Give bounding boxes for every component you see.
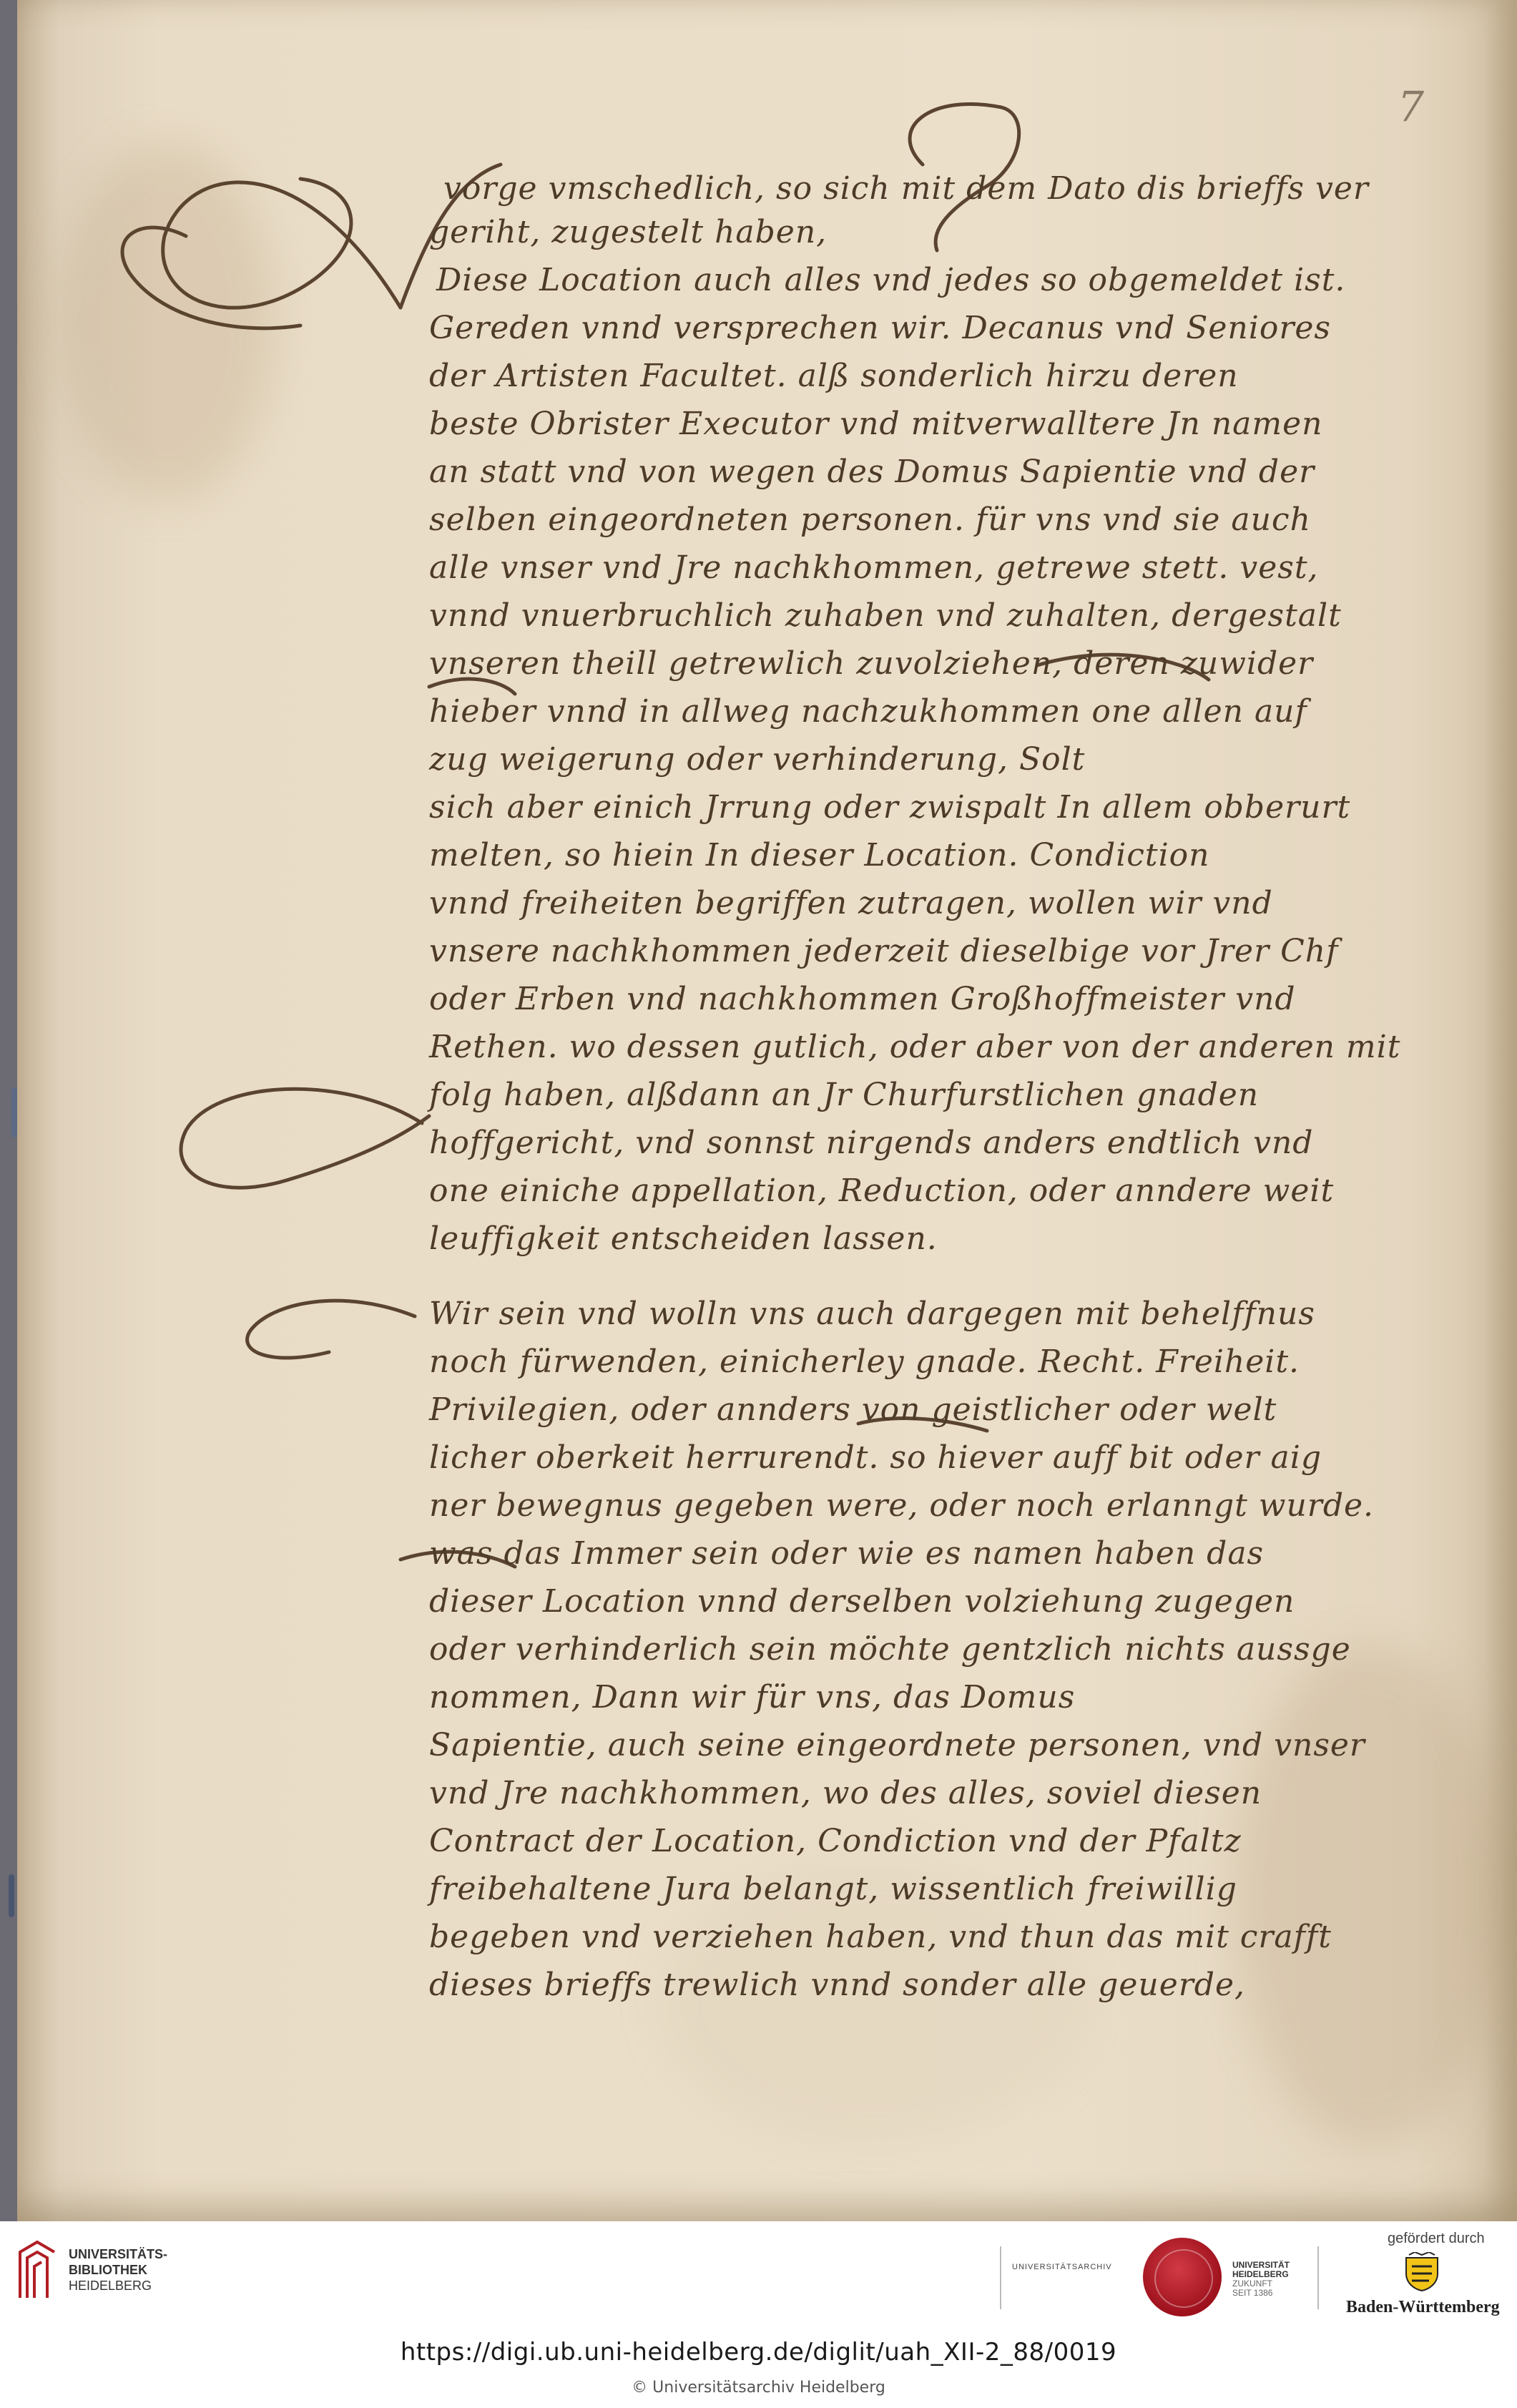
manuscript-line: Privilegien, oder annders von geistlicher oder welt xyxy=(429,1391,1277,1428)
university-name[interactable] xyxy=(1232,2261,1290,2298)
university-name-line: HEIDELBERG xyxy=(1232,2269,1289,2279)
manuscript-line: vnsere nachkhommen jederzeit dieselbige vor Jrer Chf xyxy=(429,933,1339,969)
manuscript-line: noch fürwenden, einicherley gnade. Recht. Freiheit. xyxy=(429,1344,1300,1380)
manuscript-line: vnseren theill getrewlich zuvolziehen, deren zuwider xyxy=(429,645,1314,682)
manuscript-line: hieber vnnd in allweg nachzukhommen one allen auf xyxy=(429,693,1307,730)
university-name-line: SEIT 1386 xyxy=(1232,2288,1273,2298)
manuscript-line: leuffigkeit entscheiden lassen. xyxy=(429,1220,938,1257)
manuscript-line: oder verhinderlich sein möchte gentzlich nichts aussge xyxy=(429,1631,1351,1668)
manuscript-line: melten, so hiein In dieser Location. Condiction xyxy=(429,837,1210,873)
library-name-line: UNIVERSITÄTS- xyxy=(69,2247,168,2261)
folio-number: 7 xyxy=(1398,82,1424,131)
manuscript-line: vnnd vnuerbruchlich zuhaben vnd zuhalten, dergestalt xyxy=(429,597,1342,634)
manuscript-text xyxy=(429,165,1401,2009)
university-name-line: UNIVERSITÄT xyxy=(1232,2260,1290,2270)
manuscript-line: oder Erben vnd nachkhommen Großhoffmeister vnd xyxy=(429,981,1296,1017)
permalink-url[interactable]: https://digi.ub.uni-heidelberg.de/diglit/uah_XII-2_88/0019 xyxy=(400,2338,1117,2367)
baden-wuerttemberg-crest-icon[interactable] xyxy=(1403,2252,1440,2292)
manuscript-line: Wir sein vnd wolln vns auch dargegen mit behelffnus xyxy=(429,1296,1315,1332)
manuscript-line: alle vnser vnd Jre nachkhommen, getrewe stett. vest, xyxy=(429,549,1319,586)
manuscript-line: dieser Location vnnd derselben volziehung zugegen xyxy=(429,1583,1295,1620)
library-name-line: BIBLIOTHEK xyxy=(69,2263,147,2277)
manuscript-line: vorge vmschedlich, so sich mit dem Dato dis brieffs ver xyxy=(443,170,1369,207)
funded-by-label: gefördert durch xyxy=(1388,2231,1485,2246)
copyright-notice: © Universitätsarchiv Heidelberg xyxy=(632,2379,885,2397)
library-logo-icon[interactable] xyxy=(16,2238,59,2302)
seal-ring-icon xyxy=(1154,2249,1213,2308)
manuscript-line: was das Immer sein oder wie es namen haben das xyxy=(429,1535,1265,1572)
manuscript-line: ner bewegnus gegeben were, oder noch erlanngt wurde. xyxy=(429,1487,1375,1524)
archive-label[interactable]: UNIVERSITÄTSARCHIV xyxy=(1012,2263,1112,2271)
manuscript-line: nommen, Dann wir für vns, das Domus xyxy=(429,1679,1076,1716)
funder-name[interactable]: Baden-Württemberg xyxy=(1346,2298,1500,2316)
manuscript-line: Gereden vnnd versprechen wir. Decanus vnd Seniores xyxy=(429,310,1331,346)
manuscript-line: sich aber einich Jrrung oder zwispalt In allem obberurt xyxy=(429,789,1351,826)
university-name-line: ZUKUNFT xyxy=(1232,2279,1272,2289)
manuscript-line: Sapientie, auch seine eingeordnete personen, vnd vnser xyxy=(429,1727,1365,1763)
manuscript-line: vnnd freiheiten begriffen zutragen, wollen wir vnd xyxy=(429,885,1273,921)
manuscript-line: an statt vnd von wegen des Domus Sapientie vnd der xyxy=(429,454,1315,490)
manuscript-line: begeben vnd verziehen haben, vnd thun das mit crafft xyxy=(429,1919,1332,1955)
manuscript-line: geriht, zugestelt haben, xyxy=(429,214,828,250)
manuscript-line: Contract der Location, Condiction vnd der Pfaltz xyxy=(429,1823,1242,1859)
library-name[interactable] xyxy=(69,2246,167,2294)
manuscript-line: vnd Jre nachkhommen, wo des alles, soviel diesen xyxy=(429,1775,1262,1811)
manuscript-line: freibehaltene Jura belangt, wissentlich freiwillig xyxy=(429,1871,1237,1907)
manuscript-line: hoffgericht, vnd sonnst nirgends anders endtlich vnd xyxy=(429,1125,1314,1161)
footer-divider xyxy=(1317,2246,1319,2309)
manuscript-line: selben eingeordneten personen. für vns vnd sie auch xyxy=(429,501,1311,538)
manuscript-line: dieses brieffs trewlich vnnd sonder alle geuerde, xyxy=(429,1967,1245,2003)
manuscript-line: Rethen. wo dessen gutlich, oder aber von der anderen mit xyxy=(429,1029,1401,1065)
manuscript-line: Diese Location auch alles vnd jedes so obgemeldet ist. xyxy=(436,262,1346,298)
library-name-line: HEIDELBERG xyxy=(69,2279,152,2293)
manuscript-line: folg haben, alßdann an Jr Churfurstlichen gnaden xyxy=(429,1077,1260,1113)
footer-divider xyxy=(1000,2246,1001,2309)
manuscript-line: der Artisten Facultet. alß sonderlich hirzu deren xyxy=(429,358,1239,394)
manuscript-line: beste Obrister Executor vnd mitverwalltere Jn namen xyxy=(429,406,1323,442)
manuscript-line: one einiche appellation, Reduction, oder anndere weit xyxy=(429,1173,1335,1209)
manuscript-line: zug weigerung oder verhinderung, Solt xyxy=(429,741,1086,778)
manuscript-line: licher oberkeit herrurendt. so hiever auff bit oder aig xyxy=(429,1439,1322,1476)
